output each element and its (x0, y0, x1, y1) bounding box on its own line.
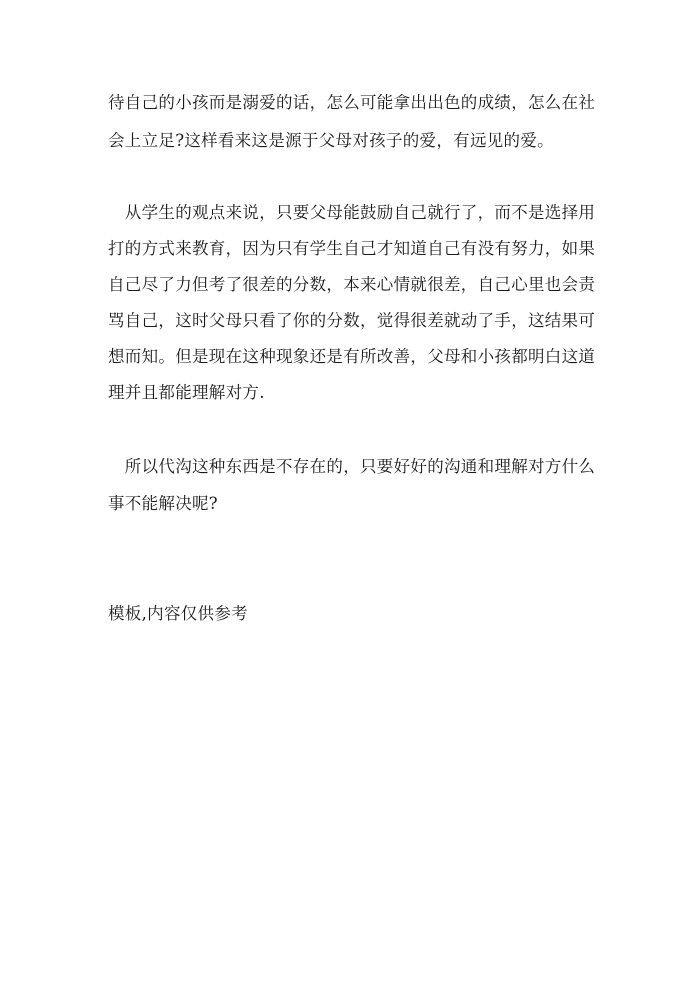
paragraph-2-line-5: 想而知。但是现在这种现象还是有所改善，父母和小孩都明白这道 (108, 347, 596, 366)
paragraph-2-line-1: 从学生的观点来说，只要父母能鼓励自己就行了，而不是选择用 (108, 203, 596, 222)
paragraph-2-line-6: 理并且都能理解对方. (108, 383, 265, 402)
paragraph-1-line-2: 会上立足?这样看来这是源于父母对孩子的爱，有远见的爱。 (108, 131, 554, 150)
paragraph-1-line-1: 待自己的小孩而是溺爱的话，怎么可能拿出出色的成绩，怎么在社 (108, 93, 596, 112)
paragraph-3-line-2: 事不能解决呢? (108, 494, 218, 513)
paragraph-2-line-3: 自己尽了力但考了很差的分数，本来心情就很差，自己心里也会责 (108, 275, 596, 294)
paragraph-3-line-1: 所以代沟这种东西是不存在的，只要好好的沟通和理解对方什么 (108, 457, 596, 476)
template-disclaimer: 模板,内容仅供参考 (108, 604, 248, 623)
paragraph-2-line-4: 骂自己，这时父母只看了你的分数，觉得很差就动了手，这结果可 (108, 311, 596, 330)
paragraph-2-line-2: 打的方式来教育，因为只有学生自己才知道自己有没有努力，如果 (108, 239, 596, 258)
